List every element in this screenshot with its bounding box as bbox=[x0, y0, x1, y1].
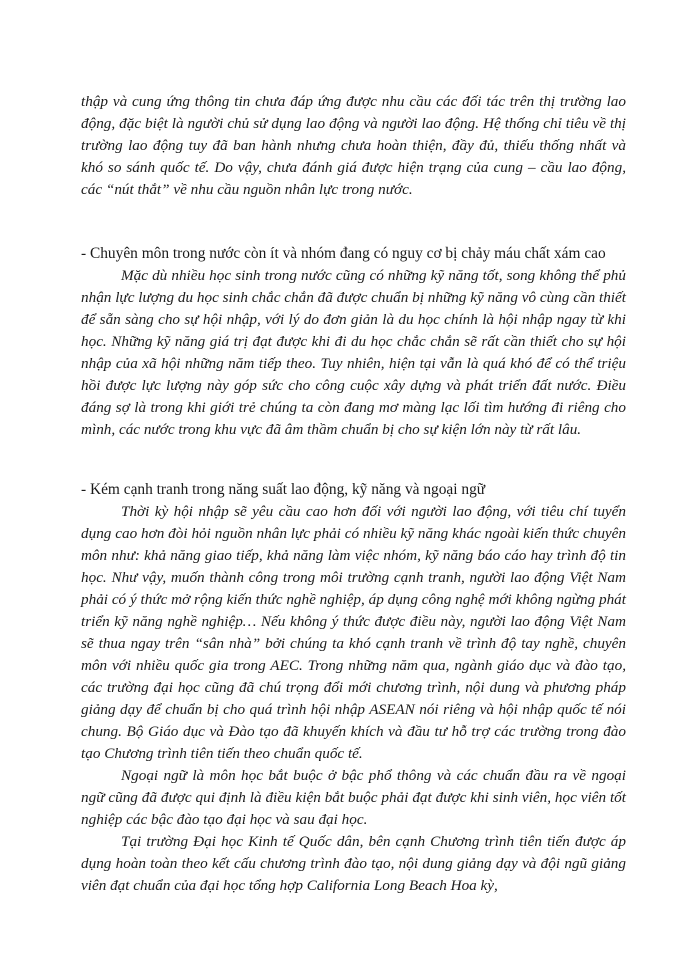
section-chuyen-mon bbox=[81, 243, 626, 441]
section-heading: - Chuyên môn trong nước còn ít và nhóm đang có nguy cơ bị chảy máu chất xám cao bbox=[81, 245, 606, 262]
section-kem-canh-tranh bbox=[81, 479, 626, 897]
body-paragraph: Tại trường Đại học Kinh tế Quốc dân, bên cạnh Chương trình tiên tiến được áp dụng hoàn toàn theo kết cấu chương trình đào tạo, nội dung giảng dạy và đội ngũ giảng viên đạt chuẩn của đại học tổng hợp California Long Beach Hoa kỳ, bbox=[81, 833, 626, 894]
body-paragraph: Thời kỳ hội nhập sẽ yêu cầu cao hơn đối với người lao động, với tiêu chí tuyển dụng cao hơn đòi hỏi nguồn nhân lực phải có nhiều kỹ năng khác ngoài kiến thức chuyên môn như: khả năng giao tiếp, khả năng làm việc nhóm, kỹ năng báo cáo hay trình độ tin học. Như vậy, muốn thành công trong môi trường cạnh tranh, người lao động Việt Nam phải có ý thức mở rộng kiến thức nghề nghiệp, áp dụng công nghệ mới không ngừng phát triển kỹ năng nghề nghiệp… Nếu không ý thức được điều này, người lao động Việt Nam sẽ thua ngay trên “sân nhà” bởi chúng ta khó cạnh tranh về trình độ tay nghề, chuyên môn với nhiều quốc gia trong AEC. Trong những năm qua, ngành giáo dục và đào tạo, các trường đại học cũng đã chú trọng đổi mới chương trình, nội dung và phương pháp giảng dạy để chuẩn bị cho quá trình hội nhập ASEAN nói riêng và hội nhập quốc tế nói chung. Bộ Giáo dục và Đào tạo đã khuyến khích và đầu tư hỗ trợ các trường trong đào tạo Chương trình tiên tiến theo chuẩn quốc tế. bbox=[81, 503, 626, 762]
intro-paragraph: thập và cung ứng thông tin chưa đáp ứng được nhu cầu các đối tác trên thị trường lao động, đặc biệt là người chủ sử dụng lao động và người lao động. Hệ thống chỉ tiêu về thị trường lao động tuy đã ban hành nhưng chưa hoàn thiện, đầy đủ, thiếu thống nhất và khó so sánh quốc tế. Do vậy, chưa đánh giá được hiện trạng của cung – cầu lao động, các “nút thắt” về nhu cầu nguồn nhân lực trong nước. bbox=[81, 93, 626, 198]
body-paragraph: Ngoại ngữ là môn học bắt buộc ở bậc phổ thông và các chuẩn đầu ra về ngoại ngữ cũng đã được qui định là điều kiện bắt buộc phải đạt được khi sinh viên, học viên tốt nghiệp các bậc đào tạo đại học và sau đại học. bbox=[81, 767, 626, 828]
body-paragraph: Mặc dù nhiều học sinh trong nước cũng có những kỹ năng tốt, song không thể phủ nhận lực lượng du học sinh chắc chắn đã được chuẩn bị những kỹ năng vô cùng cần thiết để sẵn sàng cho sự hội nhập, với lý do đơn giản là du học chính là hội nhập ngay từ khi học. Những kỹ năng giá trị đạt được khi đi du học chắc chắn sẽ rất cần thiết cho sự hội nhập của xã hội những năm tiếp theo. Tuy nhiên, hiện tại vẫn là quá khó để có thể triệu hồi được lực lượng này góp sức cho công cuộc xây dựng và phát triển đất nước. Điều đáng sợ là trong khi giới trẻ chúng ta còn đang mơ màng lạc lối tìm hướng đi riêng cho mình, các nước trong khu vực đã âm thầm chuẩn bị cho sự kiện lớn này từ rất lâu. bbox=[81, 267, 626, 438]
section-heading: - Kém cạnh tranh trong năng suất lao động, kỹ năng và ngoại ngữ bbox=[81, 481, 486, 498]
intro-block bbox=[81, 91, 626, 201]
